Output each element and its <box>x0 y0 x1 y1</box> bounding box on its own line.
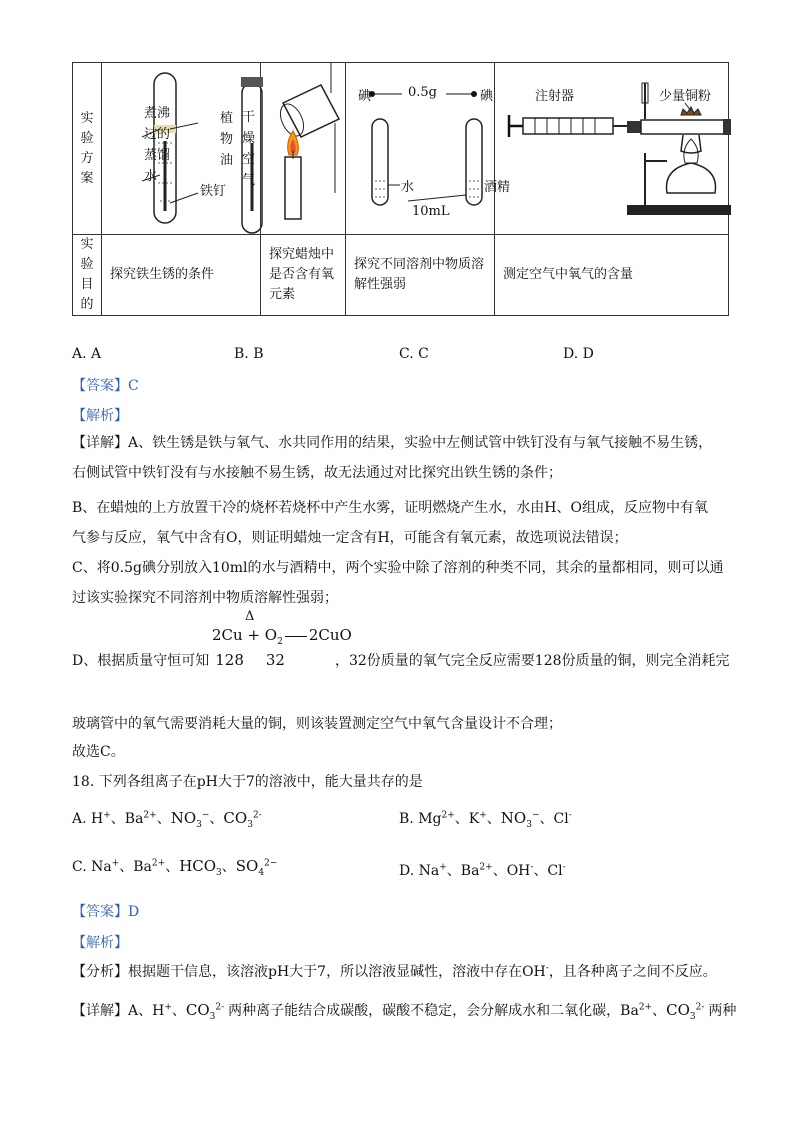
q17-detail-d: D、根据质量守恒可知 128 32 ，32份质量的氧气完全反应需要128份质量的铜，则完全消耗完 <box>72 651 730 669</box>
figure-a-cell <box>102 63 261 235</box>
figure-b-cell <box>261 63 346 235</box>
label-iron-nail: 铁钉 <box>200 184 227 199</box>
q17-detail-b: B、在蜡烛的上方放置干冷的烧杯若烧杯中产生水雾，证明燃烧产生水，水由H、O组成，反应物中有氧 气参与反应，氧气中含有O，则证明蜡烛一定含有H，可能含有氧元素，故选项说法错误； <box>72 500 708 546</box>
figure-d-cell <box>495 63 729 235</box>
purpose-b: 探究蜡烛中是否含有氧元素 <box>261 235 346 316</box>
label-volume: 10mL <box>412 204 450 219</box>
label-copper-powder: 少量铜粉 <box>659 89 712 104</box>
q17-option-a: A. A <box>72 346 102 362</box>
q17-answer: 【答案】C <box>72 378 139 394</box>
label-alcohol: 酒精 <box>484 180 511 195</box>
q18-stem: 18. 下列各组离子在pH大于7的溶液中，能大量共存的是 <box>72 774 423 790</box>
label-syringe: 注射器 <box>535 89 575 104</box>
purpose-a: 探究铁生锈的条件 <box>102 235 261 316</box>
q17-option-c: C. C <box>399 346 429 362</box>
q18-hint: 【分析】根据题干信息，该溶液pH大于7，所以溶液显碱性，溶液中存在OH-，且各种离子之间不反应。 <box>72 963 717 980</box>
row-label-purpose: 实验目的 <box>73 235 102 316</box>
figure-c-cell <box>346 63 511 235</box>
q17-option-b: B. B <box>234 346 264 362</box>
label-water-c: 水 <box>401 180 415 195</box>
label-iodine-mass: 0.5g <box>408 85 437 100</box>
label-dry-air: 干燥空气 <box>242 110 256 188</box>
q18-option-d: D. Na+、$Ba^{2+}$、OH-、Cl- <box>399 862 566 879</box>
q18-analysis-label: 【解析】 <box>72 935 128 951</box>
q18-detail: 【详解】A、H+、$CO_3^{2-}$ 两种离子能结合成碳酸，碳酸不稳定，会分解成水和二氧化碳，$Ba^{2+}$、$CO_3^{2-}$ 两种 <box>72 1001 737 1022</box>
q17-option-d: D. D <box>563 346 594 362</box>
equation: $2Cu + O_2$ 2CuO <box>212 626 352 647</box>
q17-detail-c: C、将0.5g碘分别放入10ml的水与酒精中，两个实验中除了溶剂的种类不同，其余的量都相同，则可以通 过该实验探究不同溶剂中物质溶解性强弱； <box>72 560 724 606</box>
equation-condition: Δ <box>245 609 255 624</box>
experiment-table <box>72 62 729 316</box>
label-plant-oil: 植物油 <box>220 111 234 168</box>
q18-option-a: A. H+、$Ba^{2+}$、$NO_3^-$、$CO_3^{2-}$ <box>72 809 262 830</box>
q17-analysis-label: 【解析】 <box>72 408 128 424</box>
candle-figure <box>261 63 345 234</box>
label-boiled-water: 煮沸过的蒸馏水 <box>144 106 171 184</box>
label-iodine-left: 碘 <box>358 89 372 104</box>
q18-option-c: C. Na+、$Ba^{2+}$、$HCO_3$、$SO_4^{2-}$ <box>72 857 278 878</box>
q18-option-b: B. $Mg^{2+}$、K+、$NO_3^-$、Cl- <box>399 809 572 830</box>
q18-answer: 【答案】D <box>72 904 140 920</box>
q17-detail-d2: 玻璃管中的氧气需要消耗大量的铜，则该装置测定空气中氧气含量设计不合理； <box>72 716 562 732</box>
purpose-d: 测定空气中氧气的含量 <box>495 235 729 316</box>
row-label-plan: 实验方案 <box>73 63 102 235</box>
label-iodine-right: 碘 <box>480 89 494 104</box>
q17-detail-a: 【详解】A、铁生锈是铁与氧气、水共同作用的结果，实验中左侧试管中铁钉没有与氧气接触不易生锈， 右侧试管中铁钉没有与水接触不易生锈，故无法通过对比探究出铁生锈的条件； <box>72 435 713 481</box>
iron-rust-figure <box>102 63 260 234</box>
purpose-c: 探究不同溶剂中物质溶解性强弱 <box>346 235 495 316</box>
q17-conclusion: 故选C。 <box>72 744 125 760</box>
